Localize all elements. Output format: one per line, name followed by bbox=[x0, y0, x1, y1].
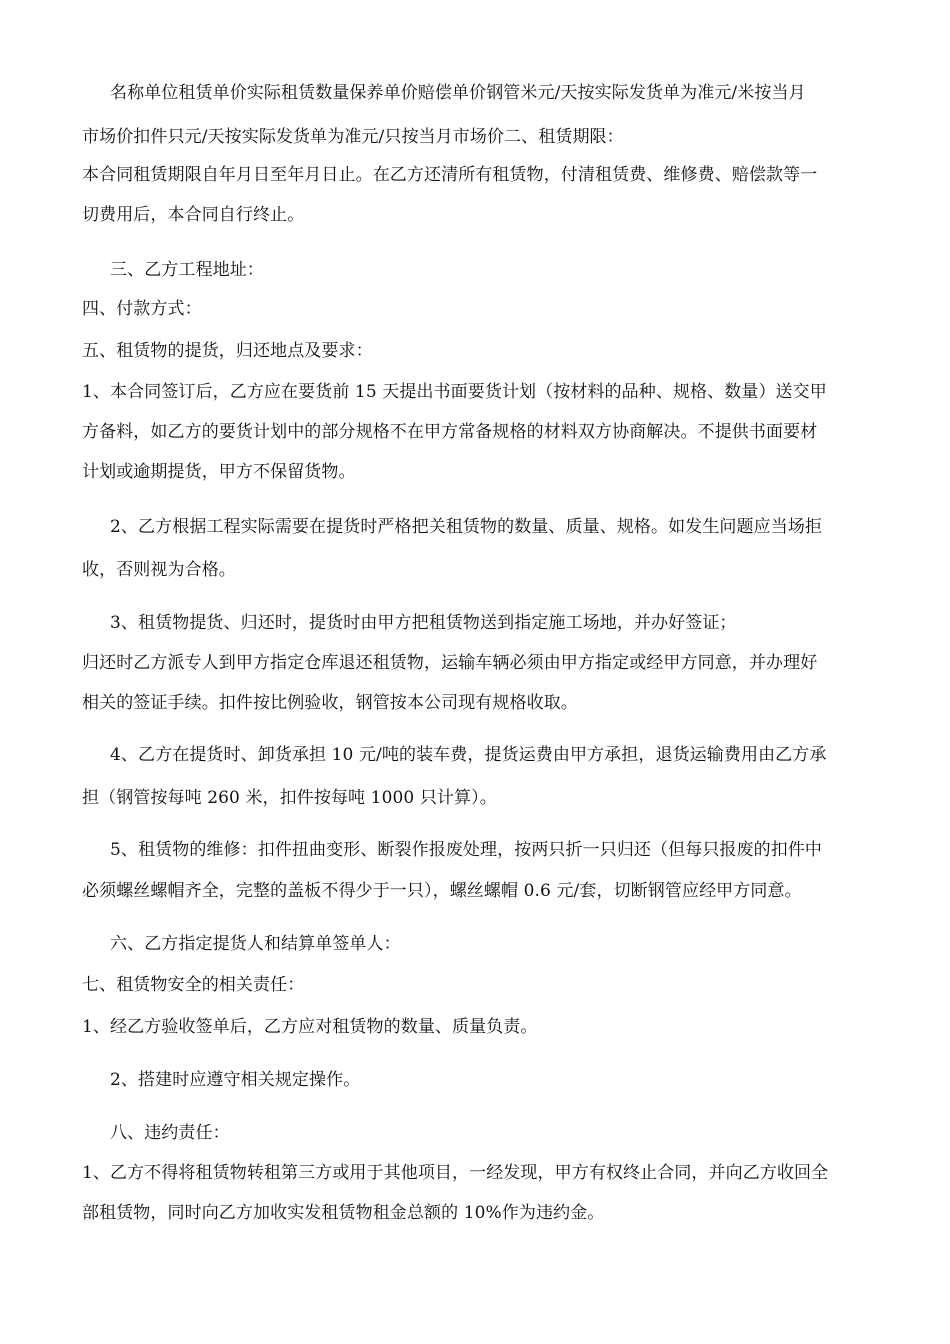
section-heading-pickup-return: 五、租赁物的提货，归还地点及要求： bbox=[82, 341, 373, 361]
paragraph-line-rental-term-cont: 切费用后，本合同自行终止。 bbox=[82, 205, 305, 225]
section-heading-designated-signer: 六、乙方指定提货人和结算单签单人： bbox=[110, 934, 401, 954]
clause-line-5-4-cont: 担（钢管按每吨 260 米，扣件按每吨 1000 只计算）。 bbox=[82, 788, 497, 808]
paragraph-line-rental-prices-cont: 市场价扣件只元/天按实际发货单为准元/只按当月市场价二、租赁期限： bbox=[82, 127, 624, 147]
clause-line-7-1: 1、经乙方验收签单后，乙方应对租赁物的数量、质量负责。 bbox=[82, 1017, 538, 1037]
paragraph-line-rental-prices: 名称单位租赁单价实际租赁数量保养单价赔偿单价钢管米元/天按实际发货单为准元/米按当月 bbox=[110, 83, 806, 103]
clause-line-7-2: 2、搭建时应遵守相关规定操作。 bbox=[110, 1070, 361, 1090]
section-heading-payment: 四、付款方式： bbox=[82, 299, 202, 319]
clause-line-5-1-end: 计划或逾期提货，甲方不保留货物。 bbox=[82, 462, 356, 482]
clause-line-5-4: 4、乙方在提货时、卸货承担 10 元/吨的装车费，提货运费由甲方承担，退货运输费用由乙方承 bbox=[110, 745, 827, 765]
clause-line-5-3-end: 相关的签证手续。扣件按比例验收，钢管按本公司现有规格收取。 bbox=[82, 693, 578, 713]
clause-line-5-5-cont: 必须螺丝螺帽齐全，完整的盖板不得少于一只），螺丝螺帽 0.6 元/套，切断钢管应经甲方同意。 bbox=[82, 881, 802, 901]
clause-line-5-3: 3、租赁物提货、归还时，提货时由甲方把租赁物送到指定施工场地，并办好签证； bbox=[110, 613, 737, 633]
clause-line-5-3-cont: 归还时乙方派专人到甲方指定仓库退还租赁物，运输车辆必须由甲方指定或经甲方同意，并办理好 bbox=[82, 653, 818, 673]
clause-line-5-2: 2、乙方根据工程实际需要在提货时严格把关租赁物的数量、质量、规格。如发生问题应当场拒 bbox=[110, 517, 823, 537]
section-heading-project-address: 三、乙方工程地址： bbox=[110, 260, 264, 280]
clause-line-5-1-cont: 方备料，如乙方的要货计划中的部分规格不在甲方常备规格的材料双方协商解决。不提供书面要材 bbox=[82, 422, 818, 442]
clause-line-5-5: 5、租赁物的维修：扣件扭曲变形、断裂作报废处理，按两只折一只归还（但每只报废的扣件中 bbox=[110, 840, 823, 860]
clause-line-8-1: 1、乙方不得将租赁物转租第三方或用于其他项目，一经发现，甲方有权终止合同，并向乙方收回全 bbox=[82, 1163, 829, 1183]
clause-line-8-1-cont: 部租赁物，同时向乙方加收实发租赁物租金总额的 10%作为违约金。 bbox=[82, 1203, 605, 1223]
section-heading-breach: 八、违约责任： bbox=[110, 1123, 230, 1143]
paragraph-line-rental-term: 本合同租赁期限自年月日至年月日止。在乙方还清所有租赁物，付清租赁费、维修费、赔偿款等一 bbox=[82, 165, 818, 185]
clause-line-5-1: 1、本合同签订后，乙方应在要货前 15 天提出书面要货计划（按材料的品种、规格、数量）送交甲 bbox=[82, 382, 827, 402]
section-heading-safety: 七、租赁物安全的相关责任： bbox=[82, 975, 305, 995]
clause-line-5-2-cont: 收，否则视为合格。 bbox=[82, 560, 236, 580]
